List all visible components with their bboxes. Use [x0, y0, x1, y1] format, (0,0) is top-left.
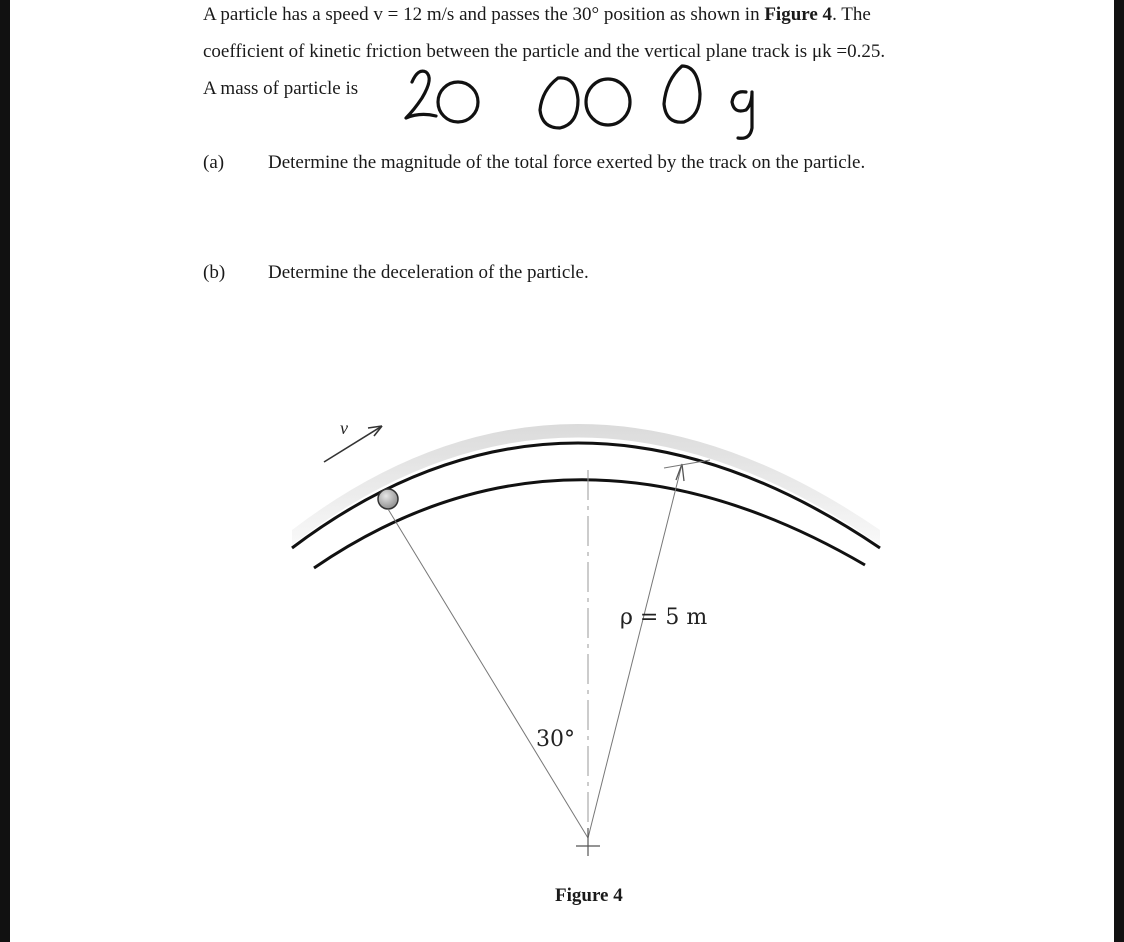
question-a-label: (a)	[203, 152, 225, 173]
problem-line-3: A mass of particle is	[203, 78, 359, 99]
question-b-label: (b)	[203, 262, 226, 283]
figure-reference: Figure 4	[764, 4, 833, 25]
question-a-text: Determine the magnitude of the total force exerted by the track on the particle.	[268, 152, 866, 173]
radius-line	[588, 464, 682, 838]
figure-4-diagram	[10, 0, 1114, 942]
figure-caption: Figure 4	[555, 885, 623, 906]
problem-line-1-pre: A particle has a speed v = 12 m/s and passes the 30° position as shown in	[203, 4, 765, 25]
document-page	[10, 0, 1114, 942]
particle-ball	[378, 489, 398, 509]
velocity-line	[324, 426, 382, 462]
angle-label: 30°	[536, 727, 575, 752]
problem-line-2: coefficient of kinetic friction between the particle and the vertical plane track is μk =0.25.	[203, 41, 886, 62]
problem-line-1-post: . The	[832, 4, 871, 25]
radius-label: ρ = 5 m	[620, 605, 708, 630]
radius-to-particle	[388, 509, 588, 838]
velocity-label: v	[340, 418, 348, 438]
question-b-text: Determine the deceleration of the particle.	[268, 262, 589, 283]
radius-tick	[664, 460, 710, 468]
